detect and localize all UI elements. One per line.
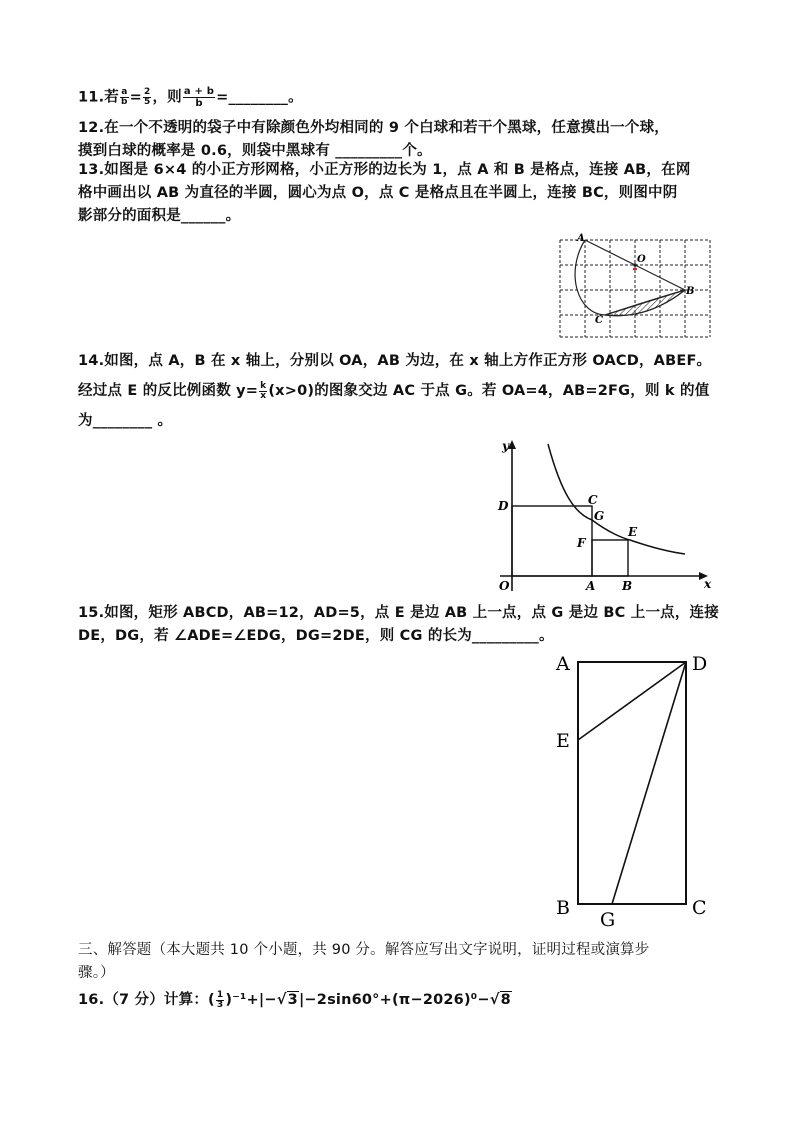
q13-label-A: A bbox=[577, 233, 585, 244]
q13-line-3: 影部分的面积是______。 bbox=[78, 208, 241, 224]
q11-fraction-a-over-b: $\frac{a}{b}$ bbox=[121, 87, 128, 107]
q14-label-D: D bbox=[498, 499, 509, 513]
q13-semicircle bbox=[575, 240, 685, 316]
q15-line-1: 15.如图，矩形 ABCD，AB=12，AD=5，点 E 是边 AB 上一点，点 G 是边 BC 上一点，连接 bbox=[78, 605, 719, 621]
q14-label-C: C bbox=[588, 493, 598, 507]
q16-sqrt-8: 8 bbox=[500, 992, 511, 1008]
q15-label-E: E bbox=[556, 730, 570, 752]
q11-answer-blank: =________。 bbox=[216, 89, 303, 106]
q14-hyperbola bbox=[548, 444, 685, 554]
section-3-line-2: 骤。） bbox=[78, 965, 115, 981]
q13-line-1: 13.如图是 6×4 的小正方形网格，小正方形的边长为 1，点 A 和 B 是格点，连接 AB，在网 bbox=[78, 162, 691, 178]
q14-line-1: 14.如图，点 A，B 在 x 轴上，分别以 OA，AB 为边，在 x 轴上方作正方形 OACD，ABEF。 bbox=[78, 353, 712, 369]
q14-label-G: G bbox=[594, 509, 605, 523]
q14-function-figure bbox=[490, 436, 718, 596]
q13-grid-figure bbox=[555, 232, 715, 342]
q14-label-x: x bbox=[704, 577, 712, 591]
q15-label-G: G bbox=[600, 909, 616, 931]
question-13 bbox=[78, 159, 720, 228]
q14-square-ABEF bbox=[592, 540, 628, 576]
q14-label-A: A bbox=[586, 579, 596, 593]
q13-label-O: O bbox=[637, 254, 646, 265]
section-3-heading bbox=[78, 939, 720, 985]
section-3-line-1: 三、解答题（本大题共 10 个小题，共 90 分。解答应写出文字说明，证明过程或演算步 bbox=[78, 942, 650, 958]
q16-sqrt-3: 3 bbox=[287, 992, 298, 1008]
q12-line-1: 12.在一个不透明的袋子中有除颜色外均相同的 9 个白球和若干个黑球，任意摸出一个球， bbox=[78, 120, 669, 136]
q15-line-2: DE，DG，若 ∠ADE=∠EDG，DG=2DE，则 CG 的长为_________。 bbox=[78, 628, 554, 644]
question-14 bbox=[78, 350, 720, 433]
q14-label-y: y bbox=[502, 439, 509, 453]
q15-label-D: D bbox=[692, 653, 708, 675]
question-11: 11.若 $\frac{a}{b}$ = $\frac{2}{5}$ ，则 $\frac{a + b}{b}$ =________。 bbox=[78, 86, 303, 109]
q15-label-C: C bbox=[692, 897, 707, 919]
q13-label-B: B bbox=[686, 286, 695, 297]
q14-line-2-start: 经过点 E 的反比例函数 y= bbox=[78, 383, 259, 399]
q14-fraction-k-over-x: $\frac{k}{x}$ bbox=[260, 380, 267, 401]
q13-line-2: 格中画出以 AB 为直径的半圆，圆心为点 O，点 C 是格点且在半圆上，连接 BC，则图中阴 bbox=[78, 185, 678, 201]
q14-label-B: B bbox=[622, 579, 633, 593]
q15-segment-DG bbox=[612, 662, 686, 904]
q15-rectangle-figure bbox=[550, 648, 720, 932]
q11-fraction-2-over-5: $\frac{2}{5}$ bbox=[144, 87, 151, 107]
q11-fraction-apb-over-b: $\frac{a + b}{b}$ bbox=[183, 86, 215, 109]
q16-fraction-1-over-3: $\frac{1}{3}$ bbox=[216, 989, 224, 1010]
q15-label-B: B bbox=[556, 897, 570, 919]
q16-lead: 16.（7 分）计算：( bbox=[78, 992, 215, 1008]
q14-line-3: 为________ 。 bbox=[78, 413, 173, 429]
q15-rectangle-ABCD bbox=[578, 662, 686, 904]
q15-segment-DE bbox=[578, 662, 686, 740]
q12-line-2: 摸到白球的概率是 0.6，则袋中黑球有 _________个。 bbox=[78, 143, 432, 159]
q14-label-E: E bbox=[628, 525, 638, 539]
q14-label-O: O bbox=[499, 579, 510, 593]
question-16: 16.（7 分）计算：( $\frac{1}{3}$ )⁻¹+|−√3|−2sin60°+(π−2026)⁰−√8 bbox=[78, 989, 511, 1010]
q15-label-A: A bbox=[556, 653, 570, 675]
question-12 bbox=[78, 117, 720, 163]
question-15 bbox=[78, 602, 720, 648]
q14-label-F: F bbox=[577, 536, 586, 550]
q13-label-C: C bbox=[595, 315, 603, 326]
q14-line-2-end: (x>0)的图象交边 AC 于点 G。若 OA=4，AB=2FG，则 k 的值 bbox=[268, 383, 710, 399]
q11-lead: 11.若 bbox=[78, 89, 119, 106]
